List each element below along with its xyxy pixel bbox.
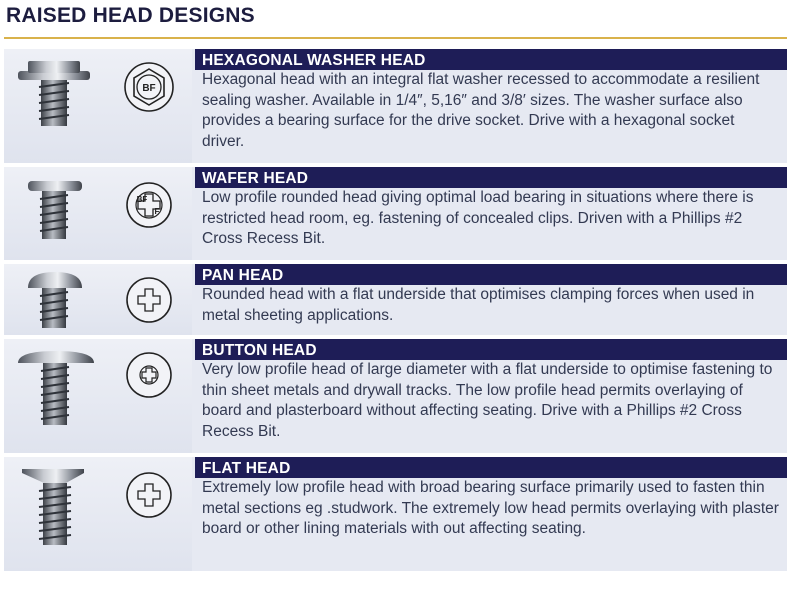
- design-text: [195, 264, 787, 335]
- design-text: [195, 49, 787, 163]
- design-row-button: [4, 339, 787, 453]
- design-title: HEXAGONAL WASHER HEAD: [195, 49, 787, 70]
- design-description: Hexagonal head with an integral flat washer recessed to accommodate a resilient sealing washer. Available in 1/4″, 5,16″ and 3/8′ sizes. The washer surface also provides a bearing surface for the drive socket. Drive with a hexagonal socket driver.: [202, 71, 760, 150]
- flat-screw-icon: [4, 457, 192, 571]
- design-image: [4, 339, 192, 453]
- design-title: PAN HEAD: [195, 264, 787, 285]
- design-text: [195, 339, 787, 453]
- design-text: [195, 457, 787, 571]
- hex-washer-screw-icon: [4, 49, 192, 163]
- design-image: [4, 49, 192, 163]
- design-image: [4, 457, 192, 571]
- design-text: [195, 167, 787, 260]
- wafer-screw-icon: [4, 167, 192, 260]
- design-image: [4, 167, 192, 260]
- svg-text:BF: BF: [136, 195, 148, 204]
- design-row-wafer: [4, 167, 787, 260]
- button-screw-icon: [4, 339, 192, 453]
- design-description: Rounded head with a flat underside that optimises clamping forces when used in metal sheeting applications.: [202, 286, 755, 324]
- design-row-pan: [4, 264, 787, 335]
- design-title: WAFER HEAD: [195, 167, 787, 188]
- design-image: [4, 264, 192, 335]
- design-description: Extremely low profile head with broad bearing surface primarily used to fasten thin metal sections eg .studwork. The extremely low head permits overlaying with plaster board or other lining materials with out affecting seating.: [202, 479, 779, 537]
- design-description: Low profile rounded head giving optimal load bearing in situations where there is restricted head room, eg. fastening of concealed clips. Driven with a Phillips #2 Cross Recess Bit.: [202, 189, 754, 247]
- pan-screw-icon: [4, 264, 192, 335]
- design-row-flat: [4, 457, 787, 571]
- svg-text:F: F: [154, 207, 160, 216]
- design-title: FLAT HEAD: [195, 457, 787, 478]
- title-divider: [4, 37, 787, 39]
- design-description: Very low profile head of large diameter with a flat underside to optimise fastening to thin sheet metals and drywall tracks. The low profile head permits overlaying of board and plasterboard without affecting seating. Drive with a Phillips #2 Cross Recess Bit.: [202, 361, 773, 440]
- design-row-hexagonal-washer: [4, 49, 787, 163]
- page-title: RAISED HEAD DESIGNS: [6, 4, 255, 27]
- design-title: BUTTON HEAD: [195, 339, 787, 360]
- designs-table: [4, 49, 787, 575]
- svg-text:BF: BF: [142, 83, 156, 94]
